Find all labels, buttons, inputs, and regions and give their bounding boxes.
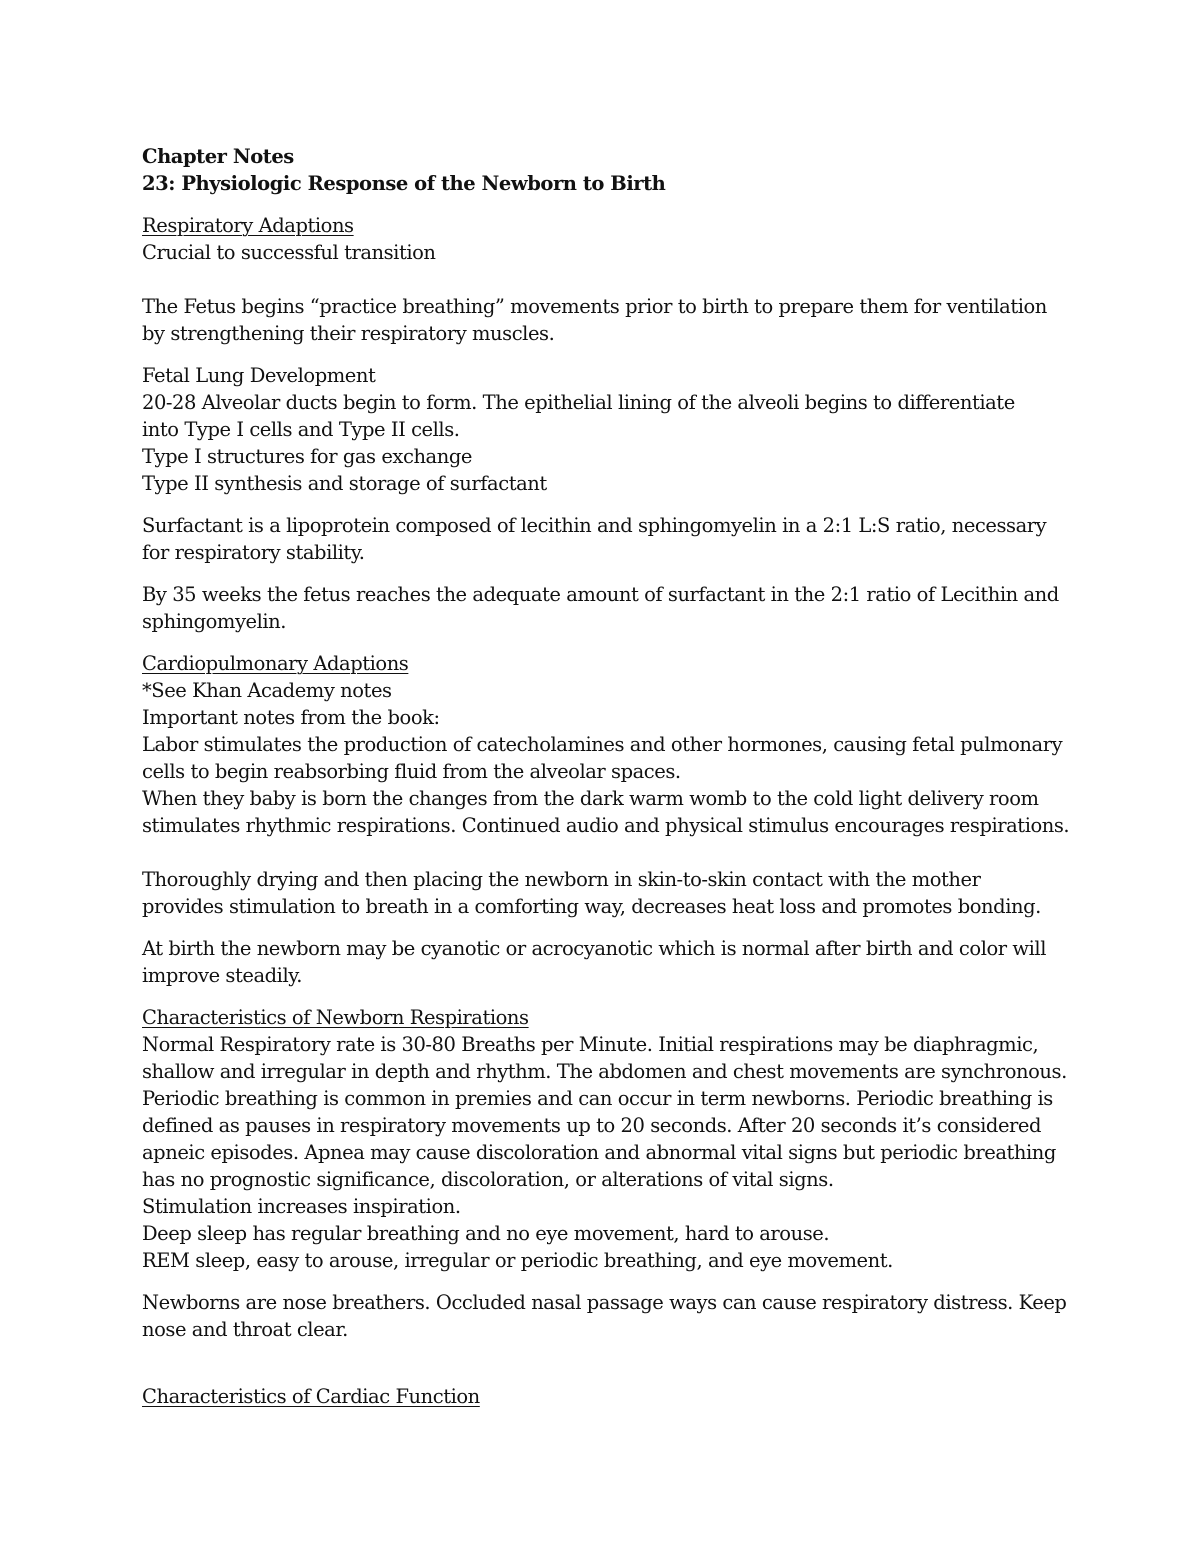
paragraph-line: improve steadily. (142, 964, 302, 987)
paragraph-line: Thoroughly drying and then placing the newborn in skin-to-skin contact with the mother (142, 868, 981, 891)
paragraph-line: nose and throat clear. (142, 1318, 348, 1341)
paragraph-line: stimulates rhythmic respirations. Continued audio and physical stimulus encourages respirations. (142, 814, 1070, 837)
paragraph-line: Type I structures for gas exchange (142, 445, 472, 468)
paragraph-line: has no prognostic significance, discoloration, or alterations of vital signs. (142, 1168, 834, 1191)
paragraph-line: defined as pauses in respiratory movements up to 20 seconds. After 20 seconds it’s considered (142, 1114, 1042, 1137)
paragraph-line: sphingomyelin. (142, 610, 287, 633)
paragraph-line: Crucial to successful transition (142, 241, 436, 264)
section-heading-cardiac-function: Characteristics of Cardiac Function (142, 1385, 480, 1408)
paragraph-line: When they baby is born the changes from the dark warm womb to the cold light delivery room (142, 787, 1039, 810)
paragraph-line: At birth the newborn may be cyanotic or acrocyanotic which is normal after birth and color will (142, 937, 1046, 960)
paragraph-line: Stimulation increases inspiration. (142, 1195, 461, 1218)
section-heading-cardiopulmonary: Cardiopulmonary Adaptions (142, 652, 409, 675)
paragraph-line: REM sleep, easy to arouse, irregular or periodic breathing, and eye movement. (142, 1249, 893, 1272)
paragraph-line: cells to begin reabsorbing fluid from the alveolar spaces. (142, 760, 681, 783)
paragraph-line: Surfactant is a lipoprotein composed of lecithin and sphingomyelin in a 2:1 L:S ratio, necessary (142, 514, 1047, 537)
paragraph-line: provides stimulation to breath in a comforting way, decreases heat loss and promotes bonding. (142, 895, 1041, 918)
paragraph-line: by strengthening their respiratory muscles. (142, 322, 555, 345)
paragraph-line: for respiratory stability. (142, 541, 365, 564)
paragraph-line: By 35 weeks the fetus reaches the adequate amount of surfactant in the 2:1 ratio of Lecithin and (142, 583, 1059, 606)
paragraph-line: shallow and irregular in depth and rhythm. The abdomen and chest movements are synchronous. (142, 1060, 1067, 1083)
paragraph-line: Labor stimulates the production of catecholamines and other hormones, causing fetal pulmonary (142, 733, 1063, 756)
paragraph-line: Fetal Lung Development (142, 364, 376, 387)
paragraph-line: apneic episodes. Apnea may cause discoloration and abnormal vital signs but periodic breathing (142, 1141, 1056, 1164)
paragraph-line: Type II synthesis and storage of surfactant (142, 472, 547, 495)
paragraph-line: Periodic breathing is common in premies and can occur in term newborns. Periodic breathing is (142, 1087, 1053, 1110)
paragraph-line: Newborns are nose breathers. Occluded nasal passage ways can cause respiratory distress. Keep (142, 1291, 1067, 1314)
chapter-heading: Chapter Notes (142, 145, 294, 168)
paragraph-line: 20-28 Alveolar ducts begin to form. The epithelial lining of the alveoli begins to differentiate (142, 391, 1015, 414)
paragraph-line: Normal Respiratory rate is 30-80 Breaths per Minute. Initial respirations may be diaphragmic, (142, 1033, 1039, 1056)
section-heading-newborn-respirations: Characteristics of Newborn Respirations (142, 1006, 529, 1029)
paragraph-line: *See Khan Academy notes (142, 679, 392, 702)
section-heading-respiratory: Respiratory Adaptions (142, 214, 354, 237)
paragraph-line: into Type I cells and Type II cells. (142, 418, 460, 441)
paragraph-line: Deep sleep has regular breathing and no eye movement, hard to arouse. (142, 1222, 830, 1245)
chapter-title: 23: Physiologic Response of the Newborn to Birth (142, 172, 666, 195)
paragraph-line: The Fetus begins “practice breathing” movements prior to birth to prepare them for ventilation (142, 295, 1047, 318)
document-page (142, 143, 1070, 1410)
paragraph-line: Important notes from the book: (142, 706, 440, 729)
